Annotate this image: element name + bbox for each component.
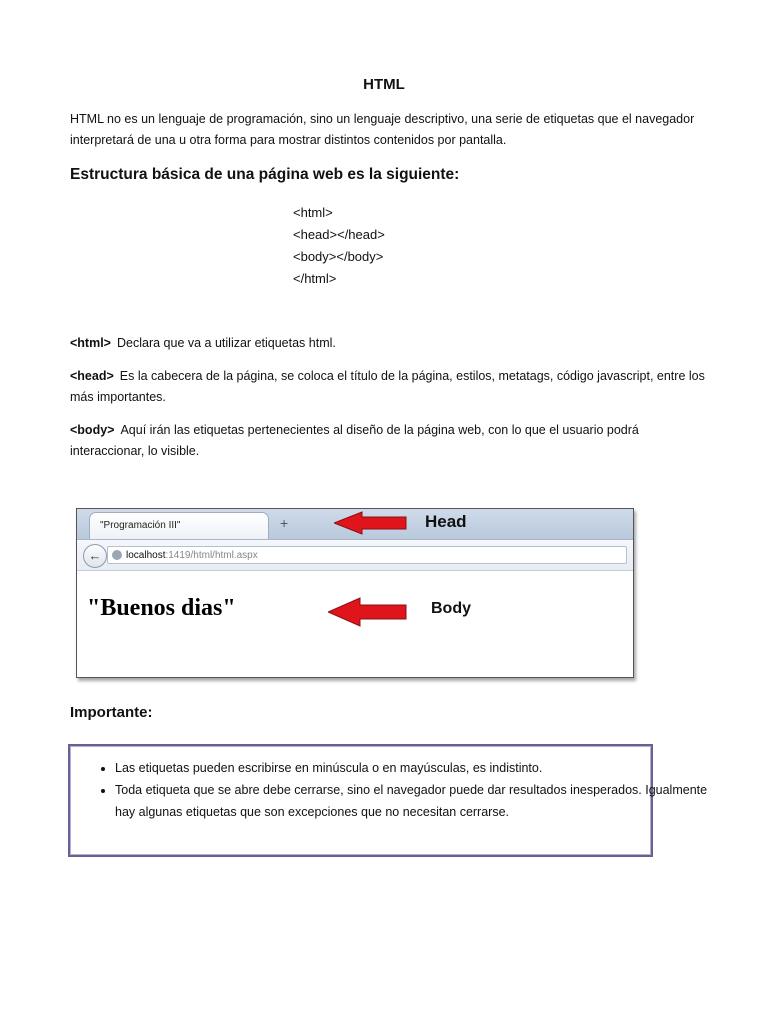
code-line: <html> xyxy=(293,205,333,220)
important-heading: Importante: xyxy=(70,704,153,721)
list-item: • Las etiquetas pueden escribirse en minúscula o en mayúsculas, es indistinto. xyxy=(115,757,730,779)
address-bar xyxy=(107,546,627,564)
definition-tag: <body> xyxy=(70,423,115,437)
intro-paragraph: HTML no es un lenguaje de programación, sino un lenguaje descriptivo, una serie de etiquetas que el navegador interpretará de una u otra forma para mostrar distintos contenidos por pantalla. xyxy=(70,112,695,147)
definition-text: Aquí irán las etiquetas pertenecientes al diseño de la página web, con lo que el usuario podrá interaccionar, lo visible. xyxy=(70,423,639,458)
definition-tag: <head> xyxy=(70,369,114,383)
page-content-text: "Buenos dias" xyxy=(87,595,236,621)
important-list xyxy=(90,757,730,823)
head-arrow-icon xyxy=(334,511,408,535)
new-tab-icon: + xyxy=(280,515,289,531)
body-label: Body xyxy=(431,600,471,617)
page-title: HTML xyxy=(363,76,405,93)
structure-heading: Estructura básica de una página web es la siguiente: xyxy=(70,166,460,183)
body-arrow-icon xyxy=(328,597,408,627)
code-line: <body></body> xyxy=(293,249,384,264)
back-arrow-icon: ← xyxy=(83,544,107,568)
globe-icon xyxy=(112,550,122,560)
url-host: localhost xyxy=(126,550,166,561)
browser-tab: "Programación III" xyxy=(89,512,269,539)
url-path: :1419/html/html.aspx xyxy=(165,550,258,561)
definition-html xyxy=(70,333,710,354)
definition-text: Es la cabecera de la página, se coloca el título de la página, estilos, metatags, código javascript, entre los más importantes. xyxy=(70,369,705,404)
definition-text: Declara que va a utilizar etiquetas html. xyxy=(117,336,336,350)
head-label: Head xyxy=(425,512,467,531)
list-item: • Toda etiqueta que se abre debe cerrarse, sino el navegador puede dar resultados inesperados. Igualmente hay algunas etiquetas que son excepciones que no necesitan cerrarse. xyxy=(115,779,730,823)
code-line: </html> xyxy=(293,271,337,286)
code-block xyxy=(293,202,385,290)
definition-body xyxy=(70,420,710,462)
definition-head xyxy=(70,366,710,408)
definition-tag: <html> xyxy=(70,336,111,350)
code-line: <head></head> xyxy=(293,227,385,242)
navigation-bar xyxy=(77,540,633,571)
